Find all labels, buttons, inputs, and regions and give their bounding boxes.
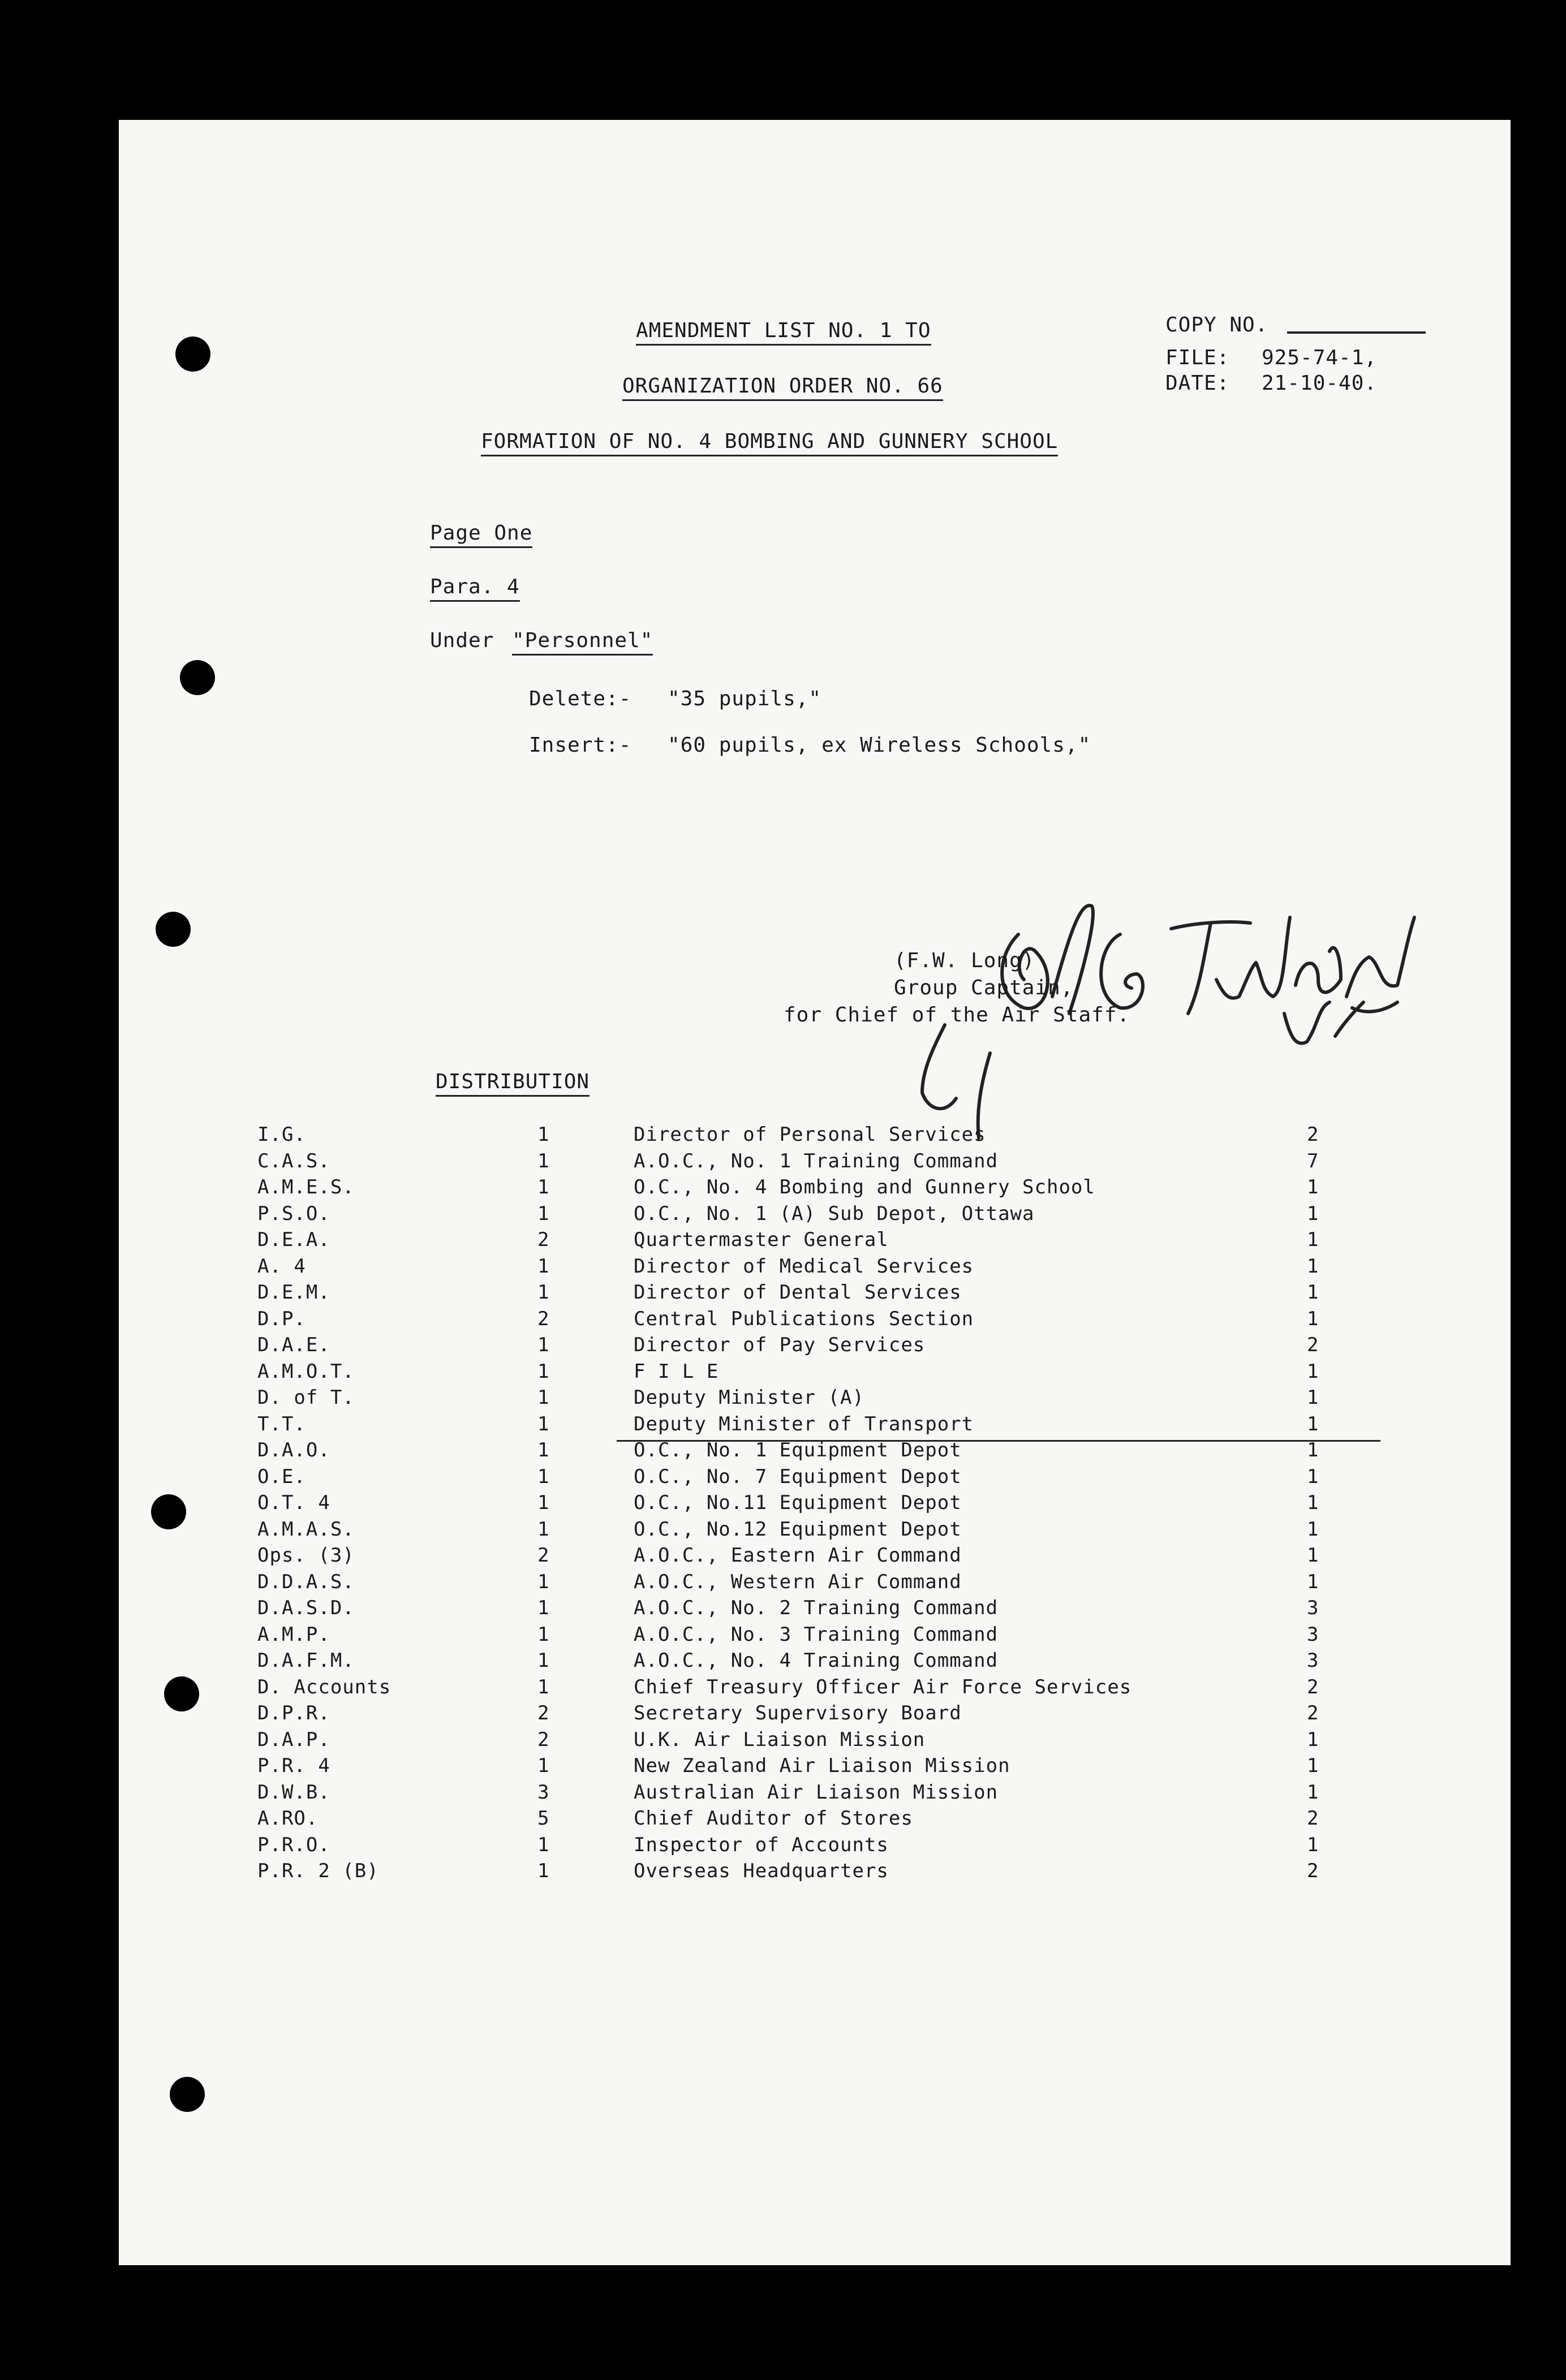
distribution-row [119,1228,1511,1252]
distribution-copies: 1 [1307,1307,1319,1330]
distribution-copies: 3 [1307,1623,1319,1646]
distribution-row [119,1202,1511,1226]
delete-label: Delete:- [529,687,632,710]
distribution-count: 1 [537,1386,550,1409]
distribution-row [119,1754,1511,1778]
distribution-row [119,1254,1511,1278]
distribution-copies: 2 [1307,1334,1319,1356]
distribution-abbreviation: C.A.S. [257,1149,330,1172]
distribution-row [119,1307,1511,1331]
insert-value: "60 pupils, ex Wireless Schools," [668,734,1091,757]
distribution-row [119,1780,1511,1804]
distribution-copies: 1 [1307,1544,1319,1567]
distribution-count: 1 [537,1623,550,1646]
distribution-count: 2 [537,1228,550,1251]
distribution-abbreviation: P.R. 2 (B) [257,1860,379,1882]
distribution-row [119,1175,1511,1199]
distribution-count: 2 [537,1307,550,1330]
distribution-copies: 1 [1307,1570,1319,1593]
distribution-row [119,1465,1511,1489]
distribution-destination: Director of Medical Services [634,1254,974,1278]
distribution-abbreviation: P.R. 4 [257,1754,330,1777]
distribution-count: 1 [537,1597,550,1619]
distribution-copies: 1 [1307,1386,1319,1409]
distribution-abbreviation: A. 4 [257,1254,306,1278]
distribution-abbreviation: A.M.A.S. [257,1517,355,1541]
distribution-destination: Central Publications Section [634,1307,974,1330]
distribution-destination: A.O.C., No. 3 Training Command [634,1623,999,1646]
date-label: DATE: [1165,372,1230,395]
distribution-abbreviation: D.P. [257,1307,306,1330]
distribution-row [119,1543,1511,1567]
distribution-destination: A.O.C., No. 2 Training Command [634,1597,999,1619]
distribution-destination: A.O.C., No. 1 Training Command [634,1149,999,1172]
distribution-copies: 3 [1307,1597,1319,1619]
page-reference: Page One [430,521,532,548]
distribution-abbreviation: P.S.O. [257,1202,330,1225]
distribution-copies: 1 [1307,1491,1319,1514]
distribution-destination: Deputy Minister (A) [634,1386,864,1409]
distribution-destination: O.C., No. 1 (A) Sub Depot, Ottawa [634,1202,1035,1225]
distribution-destination: Chief Treasury Officer Air Force Services [634,1675,1132,1698]
distribution-count: 3 [537,1780,550,1804]
distribution-abbreviation: D.W.B. [257,1780,330,1804]
distribution-abbreviation: D.P.R. [257,1702,330,1724]
distribution-copies: 2 [1307,1860,1319,1882]
distribution-abbreviation: D.A.O. [257,1439,330,1461]
distribution-count: 1 [537,1202,550,1225]
distribution-copies: 1 [1307,1517,1319,1541]
distribution-count: 1 [537,1412,550,1435]
distribution-copies: 1 [1307,1833,1319,1856]
distribution-copies: 2 [1307,1675,1319,1698]
under-value: "Personnel" [512,629,653,656]
title-line-3: FORMATION OF NO. 4 BOMBING AND GUNNERY SCHOOL [481,430,1058,456]
distribution-abbreviation: A.M.E.S. [257,1176,355,1198]
distribution-row [119,1123,1511,1146]
distribution-destination: A.O.C., No. 4 Training Command [634,1649,999,1672]
distribution-copies: 1 [1307,1780,1319,1804]
distribution-row [119,1517,1511,1541]
distribution-destination: Inspector of Accounts [634,1833,889,1856]
distribution-count: 1 [537,1754,550,1777]
punch-hole [156,912,191,947]
para-reference: Para. 4 [430,575,520,602]
title-line-2: ORGANIZATION ORDER NO. 66 [622,374,943,401]
distribution-copies: 1 [1307,1360,1319,1383]
distribution-row [119,1360,1511,1383]
distribution-copies: 1 [1307,1465,1319,1488]
distribution-row [119,1438,1511,1462]
distribution-row [119,1806,1511,1830]
distribution-abbreviation: A.M.P. [257,1623,330,1646]
distribution-row [119,1596,1511,1620]
distribution-count: 1 [537,1149,550,1172]
distribution-count: 1 [537,1334,550,1356]
distribution-row [119,1701,1511,1725]
distribution-destination: Deputy Minister of Transport [634,1412,974,1435]
distribution-row [119,1859,1511,1883]
distribution-abbreviation: O.T. 4 [257,1491,330,1514]
punch-hole [175,337,210,372]
copy-label: COPY NO. [1165,313,1268,337]
document-page [119,120,1511,2265]
distribution-row [119,1649,1511,1672]
distribution-count: 1 [537,1254,550,1278]
distribution-destination: Chief Auditor of Stores [634,1807,913,1830]
distribution-count: 2 [537,1544,550,1567]
distribution-copies: 1 [1307,1254,1319,1278]
file-label: FILE: [1165,346,1230,369]
distribution-row [119,1570,1511,1594]
distribution-count: 1 [537,1517,550,1541]
punch-hole [170,2077,205,2112]
distribution-abbreviation: D. of T. [257,1386,355,1409]
distribution-destination: F I L E [634,1360,719,1383]
distribution-count: 1 [537,1360,550,1383]
distribution-row [119,1491,1511,1515]
distribution-destination: A.O.C., Eastern Air Command [634,1544,962,1567]
distribution-copies: 2 [1307,1123,1319,1146]
distribution-count: 1 [537,1833,550,1856]
distribution-abbreviation: P.R.O. [257,1833,330,1856]
distribution-copies: 1 [1307,1281,1319,1304]
distribution-copies: 1 [1307,1728,1319,1751]
date-value: 21-10-40. [1262,372,1378,395]
distribution-destination: Quartermaster General [634,1228,889,1251]
distribution-abbreviation: O.E. [257,1465,306,1488]
distribution-copies: 3 [1307,1649,1319,1672]
distribution-destination: O.C., No. 7 Equipment Depot [634,1465,962,1488]
distribution-copies: 1 [1307,1202,1319,1225]
distribution-count: 1 [537,1439,550,1461]
distribution-destination: A.O.C., Western Air Command [634,1570,962,1593]
distribution-abbreviation: D.E.M. [257,1281,330,1304]
distribution-abbreviation: I.G. [257,1123,306,1146]
signatory-for-line: for Chief of the Air Staff. [784,1003,1130,1027]
distribution-row [119,1728,1511,1752]
insert-label: Insert:- [529,734,632,757]
distribution-abbreviation: D.A.S.D. [257,1597,355,1619]
distribution-row [119,1280,1511,1304]
distribution-row [119,1333,1511,1357]
distribution-destination: New Zealand Air Liaison Mission [634,1754,1010,1777]
distribution-copies: 1 [1307,1176,1319,1198]
distribution-destination: Director of Pay Services [634,1334,926,1356]
distribution-count: 1 [537,1649,550,1672]
distribution-abbreviation: D.A.F.M. [257,1649,355,1672]
distribution-copies: 1 [1307,1439,1319,1461]
distribution-destination: U.K. Air Liaison Mission [634,1728,926,1751]
distribution-abbreviation: Ops. (3) [257,1544,355,1567]
distribution-destination: O.C., No.11 Equipment Depot [634,1491,962,1514]
distribution-heading: DISTRIBUTION [436,1070,590,1097]
distribution-count: 1 [537,1675,550,1698]
signatory-rank: Group Captain, [894,976,1074,999]
copy-number-blank [1287,331,1426,334]
signatory-name: (F.W. Long) [894,949,1035,972]
distribution-copies: 2 [1307,1702,1319,1724]
distribution-count: 1 [537,1860,550,1882]
distribution-row [119,1675,1511,1699]
distribution-abbreviation: D.D.A.S. [257,1570,355,1593]
distribution-copies: 1 [1307,1412,1319,1435]
distribution-destination: Director of Dental Services [634,1281,962,1304]
distribution-count: 1 [537,1570,550,1593]
distribution-abbreviation: D. Accounts [257,1675,392,1698]
distribution-count: 2 [537,1728,550,1751]
distribution-row [119,1149,1511,1173]
distribution-destination: Director of Personal Services [634,1123,986,1146]
distribution-abbreviation: A.M.O.T. [257,1360,355,1383]
distribution-abbreviation: A.RO. [257,1807,319,1830]
distribution-abbreviation: D.A.E. [257,1334,330,1356]
distribution-count: 1 [537,1465,550,1488]
punch-hole [180,660,215,695]
distribution-row [119,1386,1511,1409]
title-line-1: AMENDMENT LIST NO. 1 TO [636,319,931,346]
distribution-copies: 1 [1307,1754,1319,1777]
distribution-destination: Overseas Headquarters [634,1860,889,1882]
distribution-copies: 2 [1307,1807,1319,1830]
distribution-count: 2 [537,1702,550,1724]
distribution-abbreviation: T.T. [257,1412,306,1435]
under-label: Under [430,629,494,652]
distribution-copies: 1 [1307,1228,1319,1251]
distribution-abbreviation: D.E.A. [257,1228,330,1251]
distribution-count: 1 [537,1123,550,1146]
distribution-destination: Secretary Supervisory Board [634,1702,962,1724]
distribution-count: 1 [537,1491,550,1514]
delete-value: "35 pupils," [668,687,822,710]
distribution-destination: O.C., No.12 Equipment Depot [634,1517,962,1541]
distribution-destination: O.C., No. 4 Bombing and Gunnery School [634,1176,1095,1198]
distribution-abbreviation: D.A.P. [257,1728,330,1751]
distribution-row [119,1833,1511,1857]
distribution-row [119,1623,1511,1646]
distribution-destination: Australian Air Liaison Mission [634,1780,999,1804]
file-value: 925-74-1, [1262,346,1378,369]
distribution-destination: O.C., No. 1 Equipment Depot [634,1439,962,1461]
distribution-copies: 7 [1307,1149,1319,1172]
distribution-row [119,1412,1511,1436]
distribution-count: 1 [537,1176,550,1198]
distribution-count: 1 [537,1281,550,1304]
distribution-count: 5 [537,1807,550,1830]
